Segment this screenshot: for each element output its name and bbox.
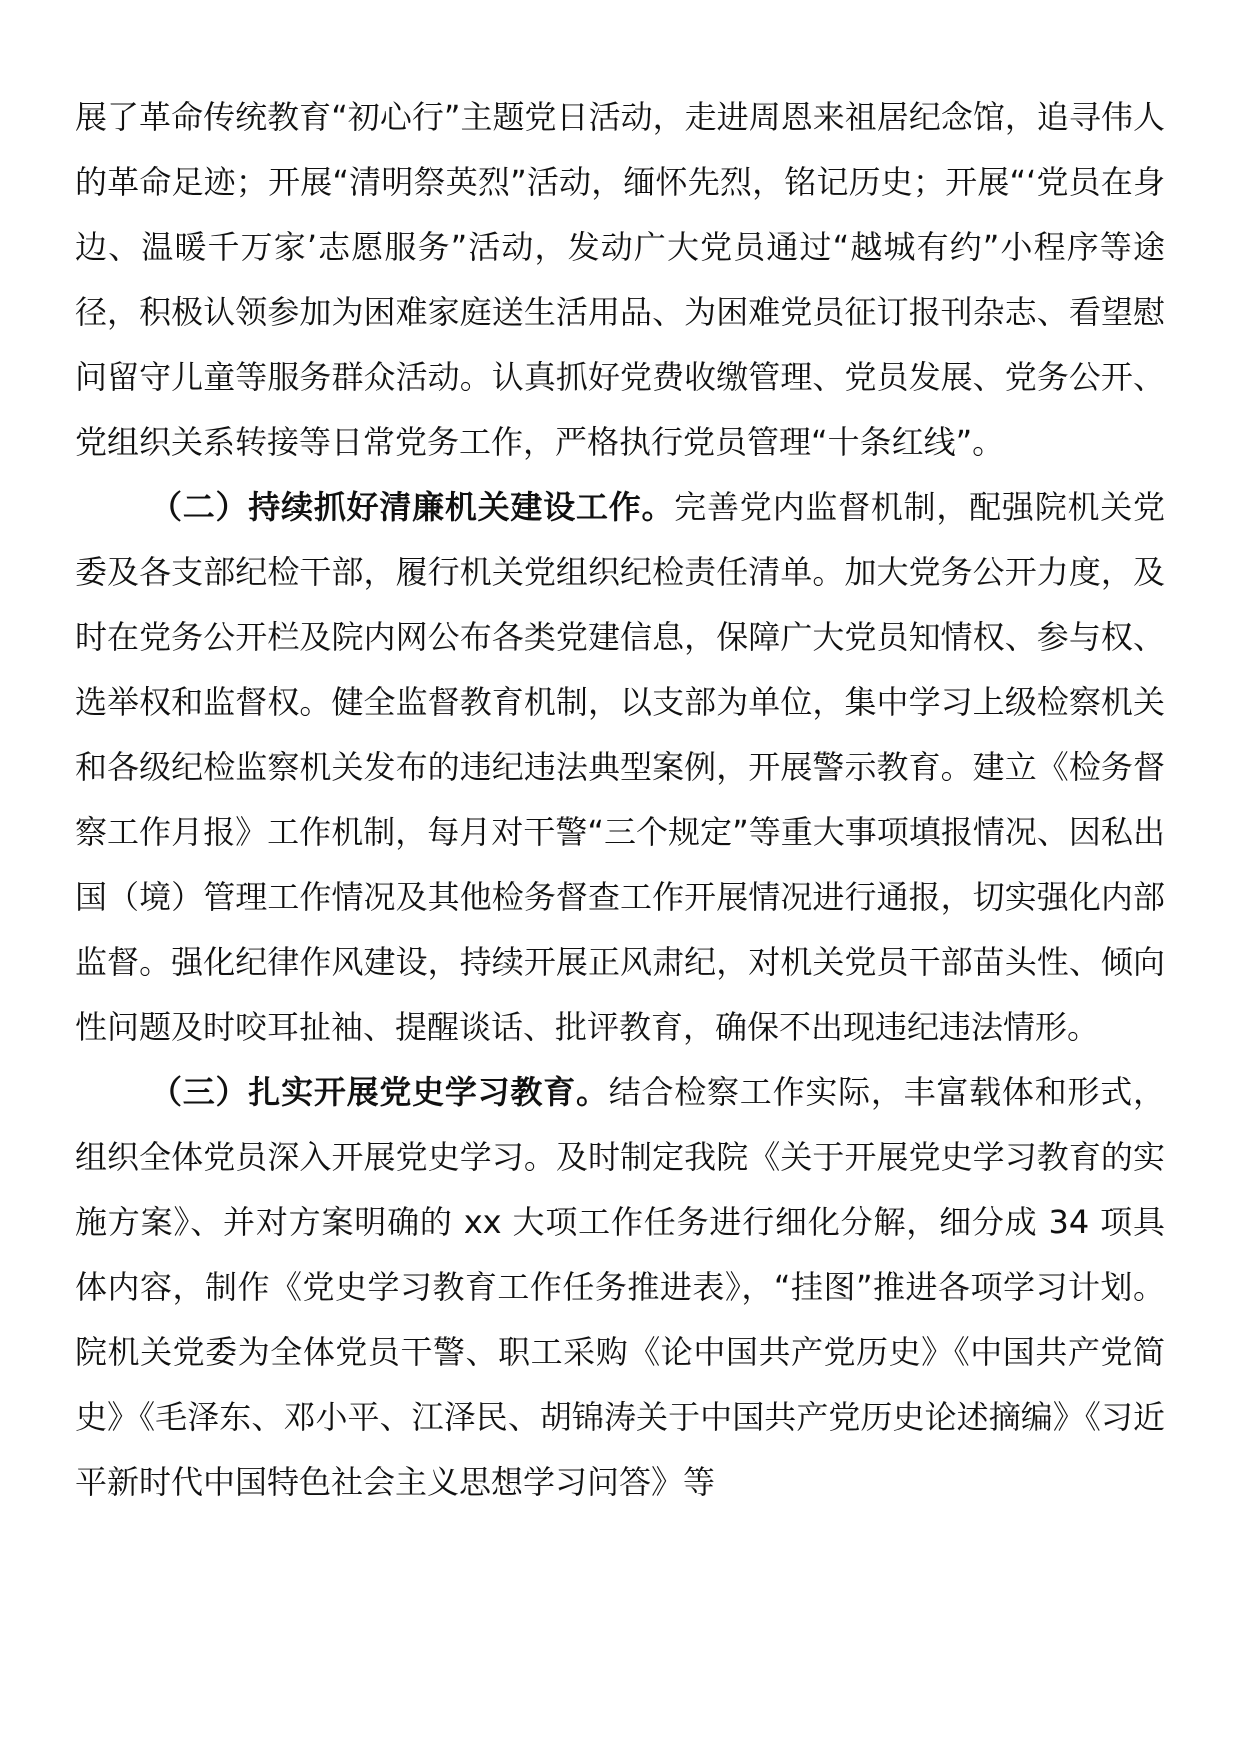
paragraph-section-3: [75, 1060, 1165, 1515]
paragraph-text: 展了革命传统教育“初心行”主题党日活动，走进周恩来祖居纪念馆，追寻伟人的革命足迹；开展“清明祭英烈”活动，缅怀先烈，铭记历史；开展“‘党员在身边、温暖千万家’志愿服务”活动，发动广大党员通过“越城有约”小程序等途径，积极认领参加为困难家庭送生活用品、为困难党员征订报刊杂志、看望慰问留守儿童等服务群众活动。认真抓好党费收缴管理、党员发展、党务公开、党组织关系转接等日常党务工作，严格执行党员管理“十条红线”。: [75, 98, 1165, 461]
section-heading: （三）扎实开展党史学习教育。: [150, 1073, 609, 1111]
paragraph-text: 结合检察工作实际，丰富载体和形式，组织全体党员深入开展党史学习。及时制定我院《关于开展党史学习教育的实施方案》、并对方案明确的 xx 大项工作任务进行细化分解，细分成 34 项具体内容，制作《党史学习教育工作任务推进表》，“挂图”推进各项学习计划。院机关党委为全体党员干警、职工采购《论中国共产党历史》《中国共产党简史》《毛泽东、邓小平、江泽民、胡锦涛关于中国共产党历史论述摘编》《习近平新时代中国特色社会主义思想学习问答》等: [75, 1073, 1165, 1501]
paragraph-section-2: [75, 475, 1165, 1060]
paragraph-continuation: [75, 85, 1165, 475]
section-heading: （二）持续抓好清廉机关建设工作。: [150, 488, 675, 526]
document-body: [75, 85, 1165, 1515]
paragraph-text: 完善党内监督机制，配强院机关党委及各支部纪检干部，履行机关党组织纪检责任清单。加大党务公开力度，及时在党务公开栏及院内网公布各类党建信息，保障广大党员知情权、参与权、选举权和监督权。健全监督教育机制，以支部为单位，集中学习上级检察机关和各级纪检监察机关发布的违纪违法典型案例，开展警示教育。建立《检务督察工作月报》工作机制，每月对干警“三个规定”等重大事项填报情况、因私出国（境）管理工作情况及其他检务督查工作开展情况进行通报，切实强化内部监督。强化纪律作风建设，持续开展正风肃纪，对机关党员干部苗头性、倾向性问题及时咬耳扯袖、提醒谈话、批评教育，确保不出现违纪违法情形。: [75, 488, 1165, 1046]
